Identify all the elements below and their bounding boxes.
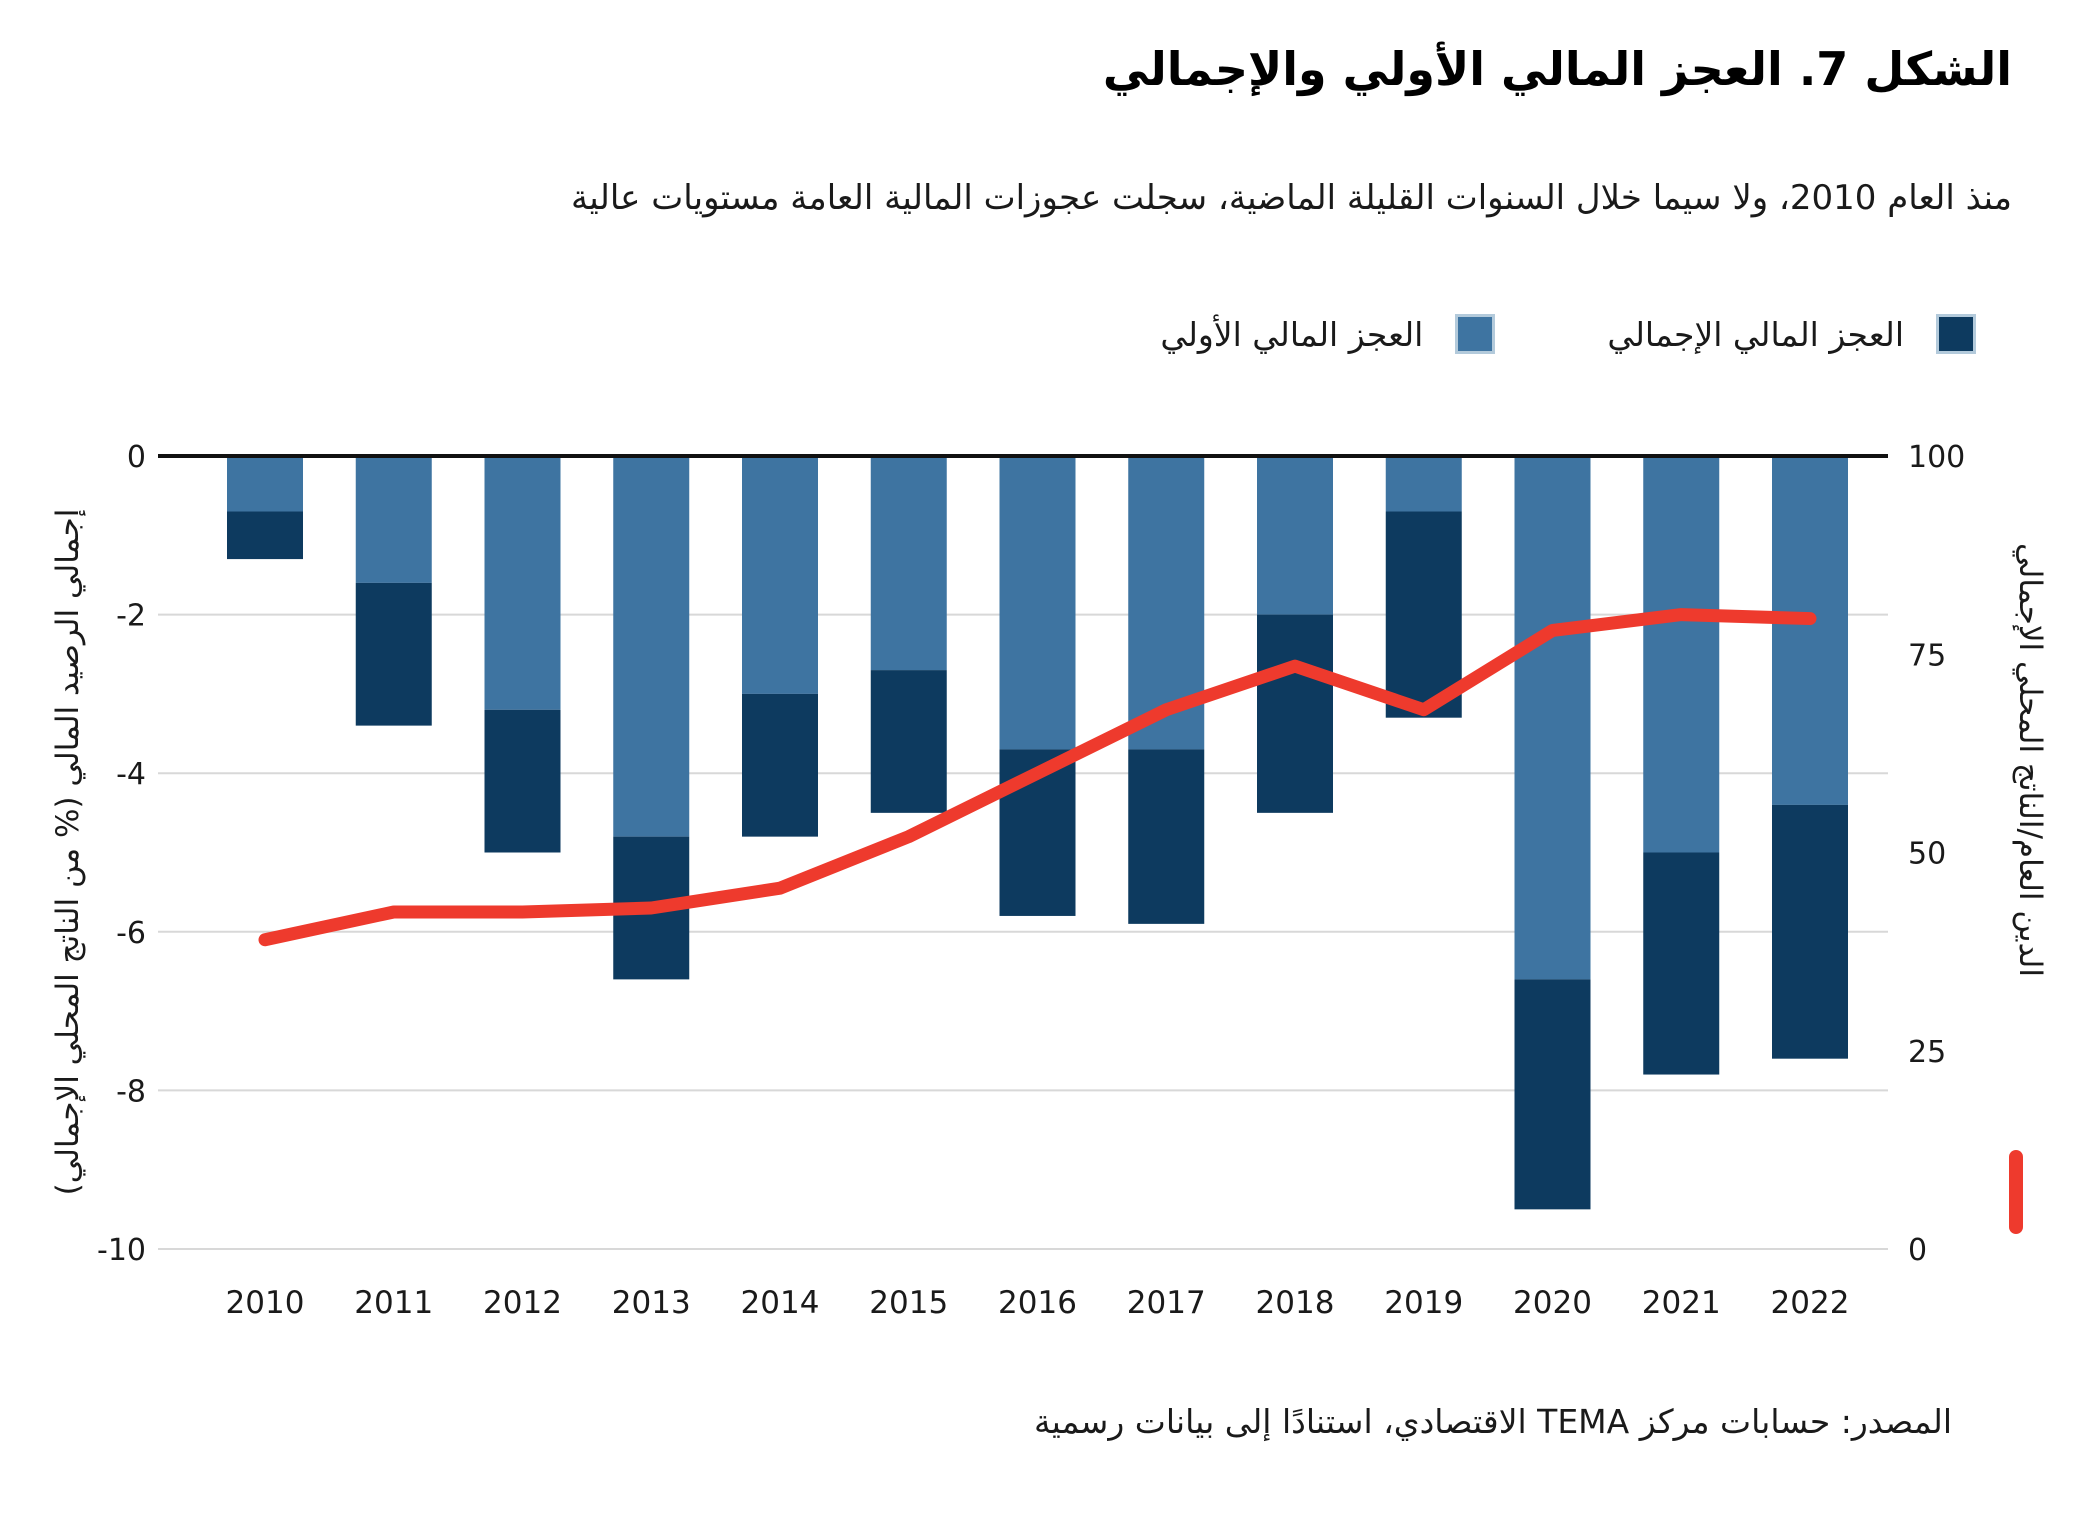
figure-subtitle: منذ العام 2010، ولا سيما خلال السنوات القليلة الماضية، سجلت عجوزات المالية العامة مستويات عالية <box>570 178 2012 218</box>
y-axis-left-tick--8: -8 <box>116 1074 146 1110</box>
bar-overall-deficit-2014 <box>742 694 818 837</box>
y-axis-right-tick-0: 0 <box>1908 1233 1928 1268</box>
x-axis-label-2022: 2022 <box>1770 1285 1850 1321</box>
x-axis-label-2011: 2011 <box>354 1285 434 1321</box>
bar-overall-deficit-2021 <box>1643 853 1719 1075</box>
bar-primary-deficit-2018 <box>1257 456 1333 615</box>
bar-primary-deficit-2010 <box>227 456 303 512</box>
bar-overall-deficit-2011 <box>356 583 432 726</box>
bar-overall-deficit-2020 <box>1515 979 1591 1209</box>
bar-primary-deficit-2016 <box>1000 456 1076 749</box>
source-note: المصدر: حسابات مركز TEMA الاقتصادي، استنادًا إلى بيانات رسمية <box>1033 1402 1952 1441</box>
x-axis-label-2013: 2013 <box>611 1285 691 1321</box>
right-axis-title: الدين العام/الناتج المحلي الإجمالي <box>2012 543 2048 977</box>
y-axis-left-tick--4: -4 <box>116 757 146 793</box>
bar-overall-deficit-2012 <box>485 710 561 853</box>
y-axis-right-tick-100: 100 <box>1908 440 1966 475</box>
y-axis-right-tick-75: 75 <box>1908 638 1947 674</box>
bar-primary-deficit-2019 <box>1386 456 1462 512</box>
x-axis-label-2017: 2017 <box>1126 1285 1206 1321</box>
legend-label-primary-deficit: العجز المالي الأولي <box>1160 314 1424 354</box>
bar-primary-deficit-2020 <box>1515 456 1591 979</box>
bar-overall-deficit-2018 <box>1257 615 1333 813</box>
y-axis-left-tick--2: -2 <box>116 598 146 634</box>
debt-line-legend-mark-icon <box>2009 1150 2023 1234</box>
x-axis-label-2016: 2016 <box>998 1285 1077 1321</box>
bar-primary-deficit-2022 <box>1772 456 1848 805</box>
x-axis-label-2020: 2020 <box>1513 1285 1592 1321</box>
bar-primary-deficit-2014 <box>742 456 818 694</box>
figure-title: الشكل 7. العجز المالي الأولي والإجمالي <box>1102 42 2012 96</box>
y-axis-left-tick--6: -6 <box>116 915 146 951</box>
y-axis-left-tick--10: -10 <box>97 1233 146 1268</box>
bar-overall-deficit-2017 <box>1128 749 1204 923</box>
y-axis-left-tick-0: 0 <box>126 440 146 475</box>
x-axis-label-2018: 2018 <box>1255 1285 1335 1321</box>
x-axis-label-2012: 2012 <box>483 1285 562 1321</box>
left-axis-title: إجمالي الرصيد المالي (% من الناتج المحلي الإجمالي) <box>50 508 86 1196</box>
y-axis-right-tick-25: 25 <box>1908 1034 1947 1070</box>
bar-primary-deficit-2012 <box>485 456 561 710</box>
bar-primary-deficit-2011 <box>356 456 432 583</box>
bar-primary-deficit-2013 <box>613 456 689 837</box>
bar-primary-deficit-2021 <box>1643 456 1719 853</box>
x-axis-label-2010: 2010 <box>225 1285 305 1321</box>
x-axis-label-2019: 2019 <box>1384 1285 1464 1321</box>
bar-overall-deficit-2015 <box>871 670 947 813</box>
y-axis-right-tick-50: 50 <box>1908 836 1947 872</box>
bar-primary-deficit-2015 <box>871 456 947 670</box>
legend-label-overall-deficit: العجز المالي الإجمالي <box>1607 314 1904 354</box>
x-axis-label-2021: 2021 <box>1641 1285 1721 1321</box>
bar-overall-deficit-2022 <box>1772 805 1848 1059</box>
bar-overall-deficit-2010 <box>227 512 303 560</box>
x-axis-label-2014: 2014 <box>740 1285 820 1321</box>
x-axis-label-2015: 2015 <box>869 1285 949 1321</box>
